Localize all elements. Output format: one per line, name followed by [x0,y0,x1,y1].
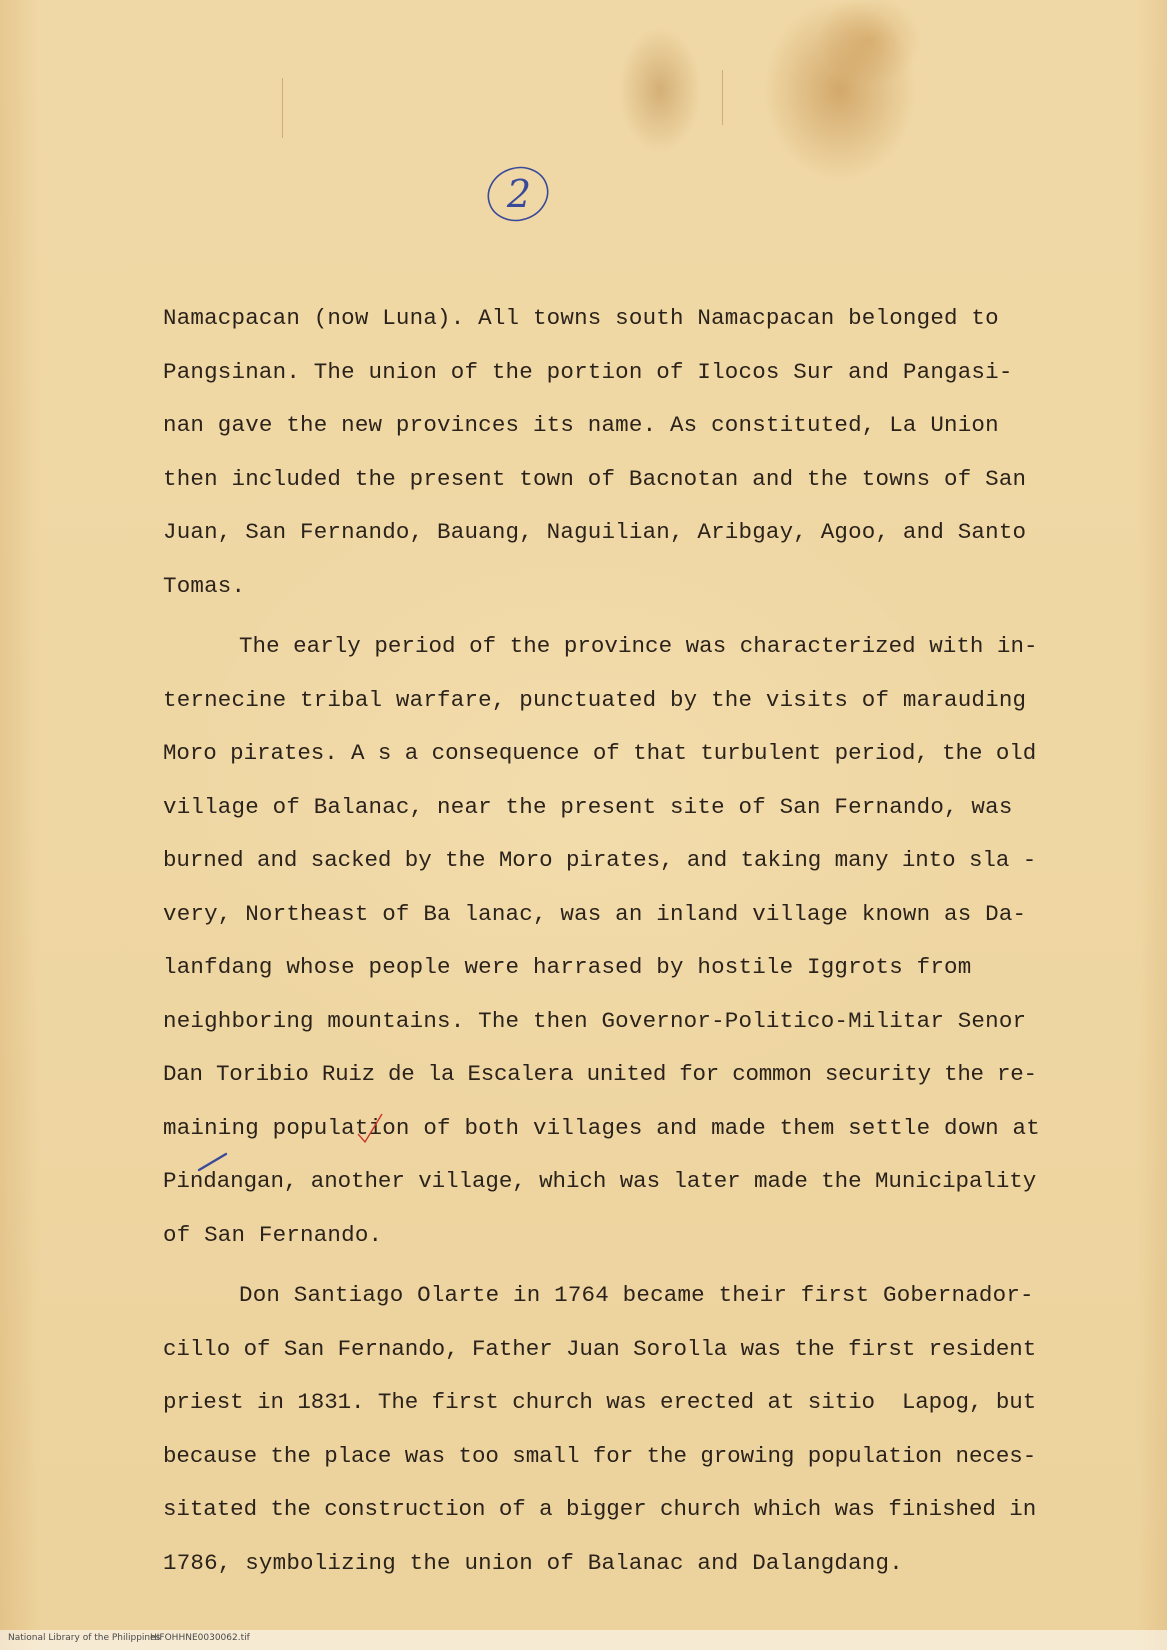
paper-crease [722,70,723,125]
text-line: Don Santiago Olarte in 1764 became their first Gobernador- [239,1282,1034,1308]
text-line: sitated the construction of a bigger church which was finished in [163,1496,1037,1522]
text-line: The early period of the province was characterized with in- [239,633,1038,659]
paragraph [163,1269,1043,1590]
text-line: because the place was too small for the growing population neces- [163,1442,1037,1469]
paragraph [163,292,1043,613]
body-text [163,292,1043,1597]
circled-page-number [482,160,558,228]
scan-footer [0,1630,1167,1650]
text-line: cillo of San Fernando, Father Juan Sorolla was the first resident [163,1335,1037,1362]
text-line: very, Northeast of Ba lanac, was an inland village known as Da- [163,900,1027,927]
footer-file-id: HIFOHHNE0030062.tif [150,1633,250,1643]
text-line: maining population of both villages and made them settle down at [163,1114,1040,1141]
text-line: ternecine tribal warfare, punctuated by the visits of marauding [163,686,1027,713]
paper-crease [282,78,283,138]
text-line: Namacpacan (now Luna). All towns south Namacpacan belonged to [163,305,999,331]
text-line: lanfdang whose people were harrased by hostile Iggrots from [163,954,972,980]
text-line: priest in 1831. The first church was erected at sitio Lapog, but [163,1389,1037,1415]
red-check-mark [356,1110,386,1150]
text-line: 1786, symbolizing the union of Balanac and Dalangdang. [163,1549,903,1576]
text-line: then included the present town of Bacnotan and the towns of San [163,465,1027,492]
text-line: Pindangan, another village, which was later made the Municipality [163,1168,1037,1194]
text-line: burned and sacked by the Moro pirates, and taking many into sla - [163,847,1037,873]
footer-source: National Library of the Philippines [8,1633,161,1643]
text-line: Pangsinan. The union of the portion of Ilocos Sur and Pangasi- [163,358,1013,385]
text-line: of San Fernando. [163,1221,383,1248]
text-line: Juan, San Fernando, Bauang, Naguilian, Aribgay, Agoo, and Santo [163,519,1027,545]
text-line: nan gave the new provinces its name. As constituted, La Union [163,412,999,438]
text-line: village of Balanac, near the present site of San Fernando, was [163,793,1013,820]
page-number-text: 2 [506,172,532,216]
text-line: Moro pirates. A s a consequence of that turbulent period, the old [163,740,1037,766]
blue-pen-mark [196,1148,236,1174]
text-line: Dan Toribio Ruiz de la Escalera united for common security the re- [163,1061,1037,1087]
text-line: neighboring mountains. The then Governor-Politico-Militar Senor [163,1007,1027,1034]
text-line: Tomas. [163,572,246,599]
paragraph [163,620,1043,1262]
